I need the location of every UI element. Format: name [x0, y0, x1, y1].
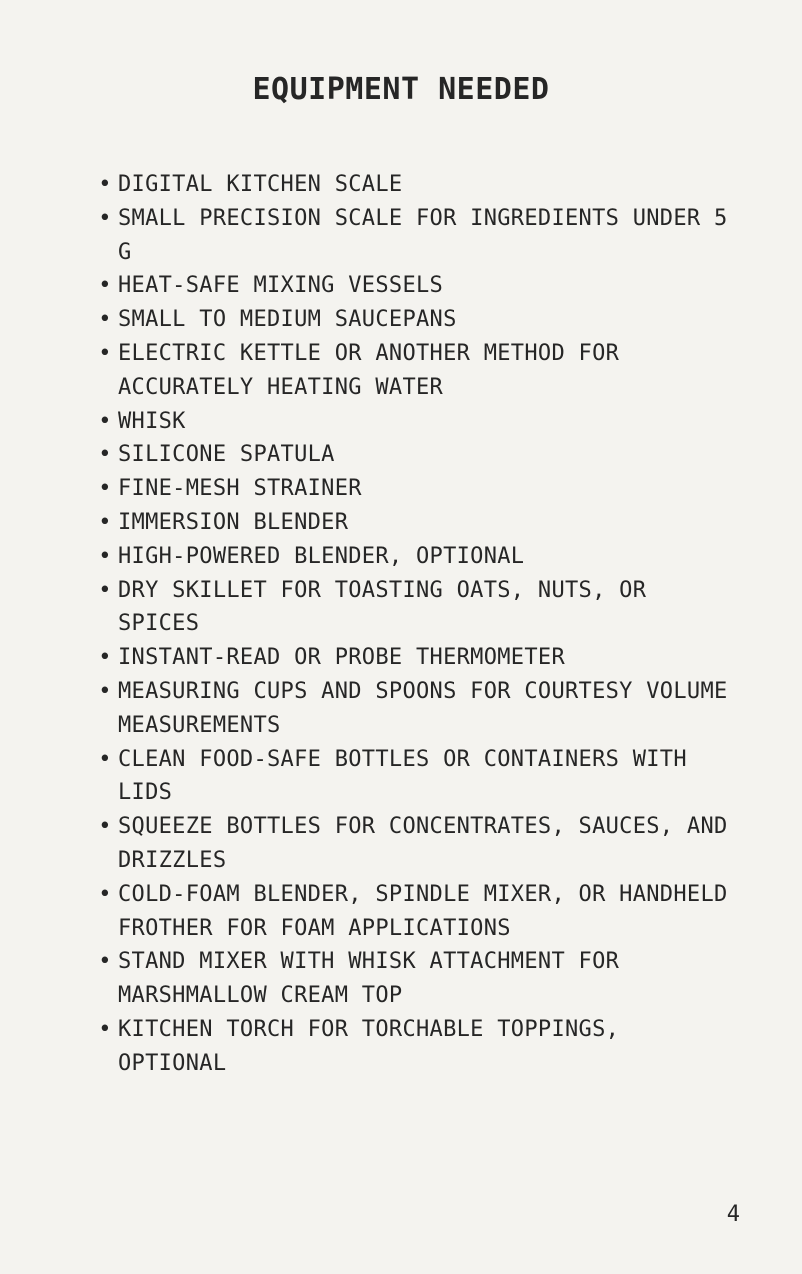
page-title: EQUIPMENT NEEDED: [252, 72, 550, 107]
equipment-list: [98, 168, 738, 1081]
list-item: [98, 1013, 738, 1081]
bullet-icon: •: [98, 1016, 112, 1042]
bullet-icon: •: [98, 205, 112, 231]
page-number: 4: [726, 1202, 740, 1227]
list-item-text: HIGH-POWERED BLENDER, OPTIONAL: [118, 543, 525, 569]
list-item-text: DIGITAL KITCHEN SCALE: [118, 172, 403, 197]
list-item: [98, 641, 738, 675]
list-item: [98, 269, 738, 303]
bullet-icon: •: [98, 476, 112, 502]
bullet-icon: •: [98, 509, 112, 535]
list-item-text: INSTANT-READ OR PROBE THERMOMETER: [118, 645, 565, 671]
bullet-icon: •: [98, 881, 112, 907]
list-item-text: SQUEEZE BOTTLES FOR CONCENTRATES, SAUCES, AND DRIZZLES: [118, 814, 728, 873]
list-item-text: MEASURING CUPS AND SPOONS FOR COURTESY VOLUME MEASUREMENTS: [118, 678, 728, 738]
list-item: [98, 337, 738, 405]
list-item-text: SILICONE SPATULA: [118, 442, 335, 468]
list-item-text: KITCHEN TORCH FOR TORCHABLE TOPPINGS, OPTIONAL: [118, 1016, 620, 1076]
list-item: [98, 438, 738, 472]
bullet-icon: •: [98, 307, 112, 333]
list-item: [98, 878, 738, 946]
bullet-icon: •: [98, 273, 112, 299]
bullet-icon: •: [98, 678, 112, 704]
list-item: [98, 945, 738, 1013]
list-item-text: SMALL PRECISION SCALE FOR INGREDIENTS UNDER 5 G: [118, 205, 728, 265]
bullet-icon: •: [98, 645, 112, 671]
list-item: [98, 202, 738, 270]
bullet-icon: •: [98, 340, 112, 366]
list-item-text: IMMERSION BLENDER: [118, 509, 349, 535]
bullet-icon: •: [98, 746, 112, 772]
list-item-text: FINE-MESH STRAINER: [118, 476, 362, 502]
list-item: [98, 540, 738, 574]
list-item-text: COLD-FOAM BLENDER, SPINDLE MIXER, OR HANDHELD FROTHER FOR FOAM APPLICATIONS: [118, 881, 728, 941]
list-item-text: SMALL TO MEDIUM SAUCEPANS: [118, 307, 457, 333]
list-item: [98, 168, 738, 202]
list-item-text: ELECTRIC KETTLE OR ANOTHER METHOD FOR ACCURATELY HEATING WATER: [118, 340, 620, 400]
list-item: [98, 675, 738, 743]
list-item: [98, 574, 738, 642]
bullet-icon: •: [98, 543, 112, 569]
list-item-text: STAND MIXER WITH WHISK ATTACHMENT FOR MARSHMALLOW CREAM TOP: [118, 949, 620, 1009]
list-item-text: WHISK: [118, 408, 186, 434]
bullet-icon: •: [98, 949, 112, 975]
list-item: [98, 472, 738, 506]
list-item: [98, 810, 738, 878]
list-item: [98, 303, 738, 337]
bullet-icon: •: [98, 408, 112, 434]
list-item-text: CLEAN FOOD-SAFE BOTTLES OR CONTAINERS WITH LIDS: [118, 746, 687, 806]
list-item: [98, 506, 738, 540]
bullet-icon: •: [98, 172, 112, 197]
list-item-text: HEAT-SAFE MIXING VESSELS: [118, 273, 444, 299]
list-item: [98, 405, 738, 439]
bullet-icon: •: [98, 814, 112, 840]
bullet-icon: •: [98, 577, 112, 603]
bullet-icon: •: [98, 442, 112, 468]
list-item-text: DRY SKILLET FOR TOASTING OATS, NUTS, OR SPICES: [118, 577, 647, 637]
list-item: [98, 743, 738, 811]
